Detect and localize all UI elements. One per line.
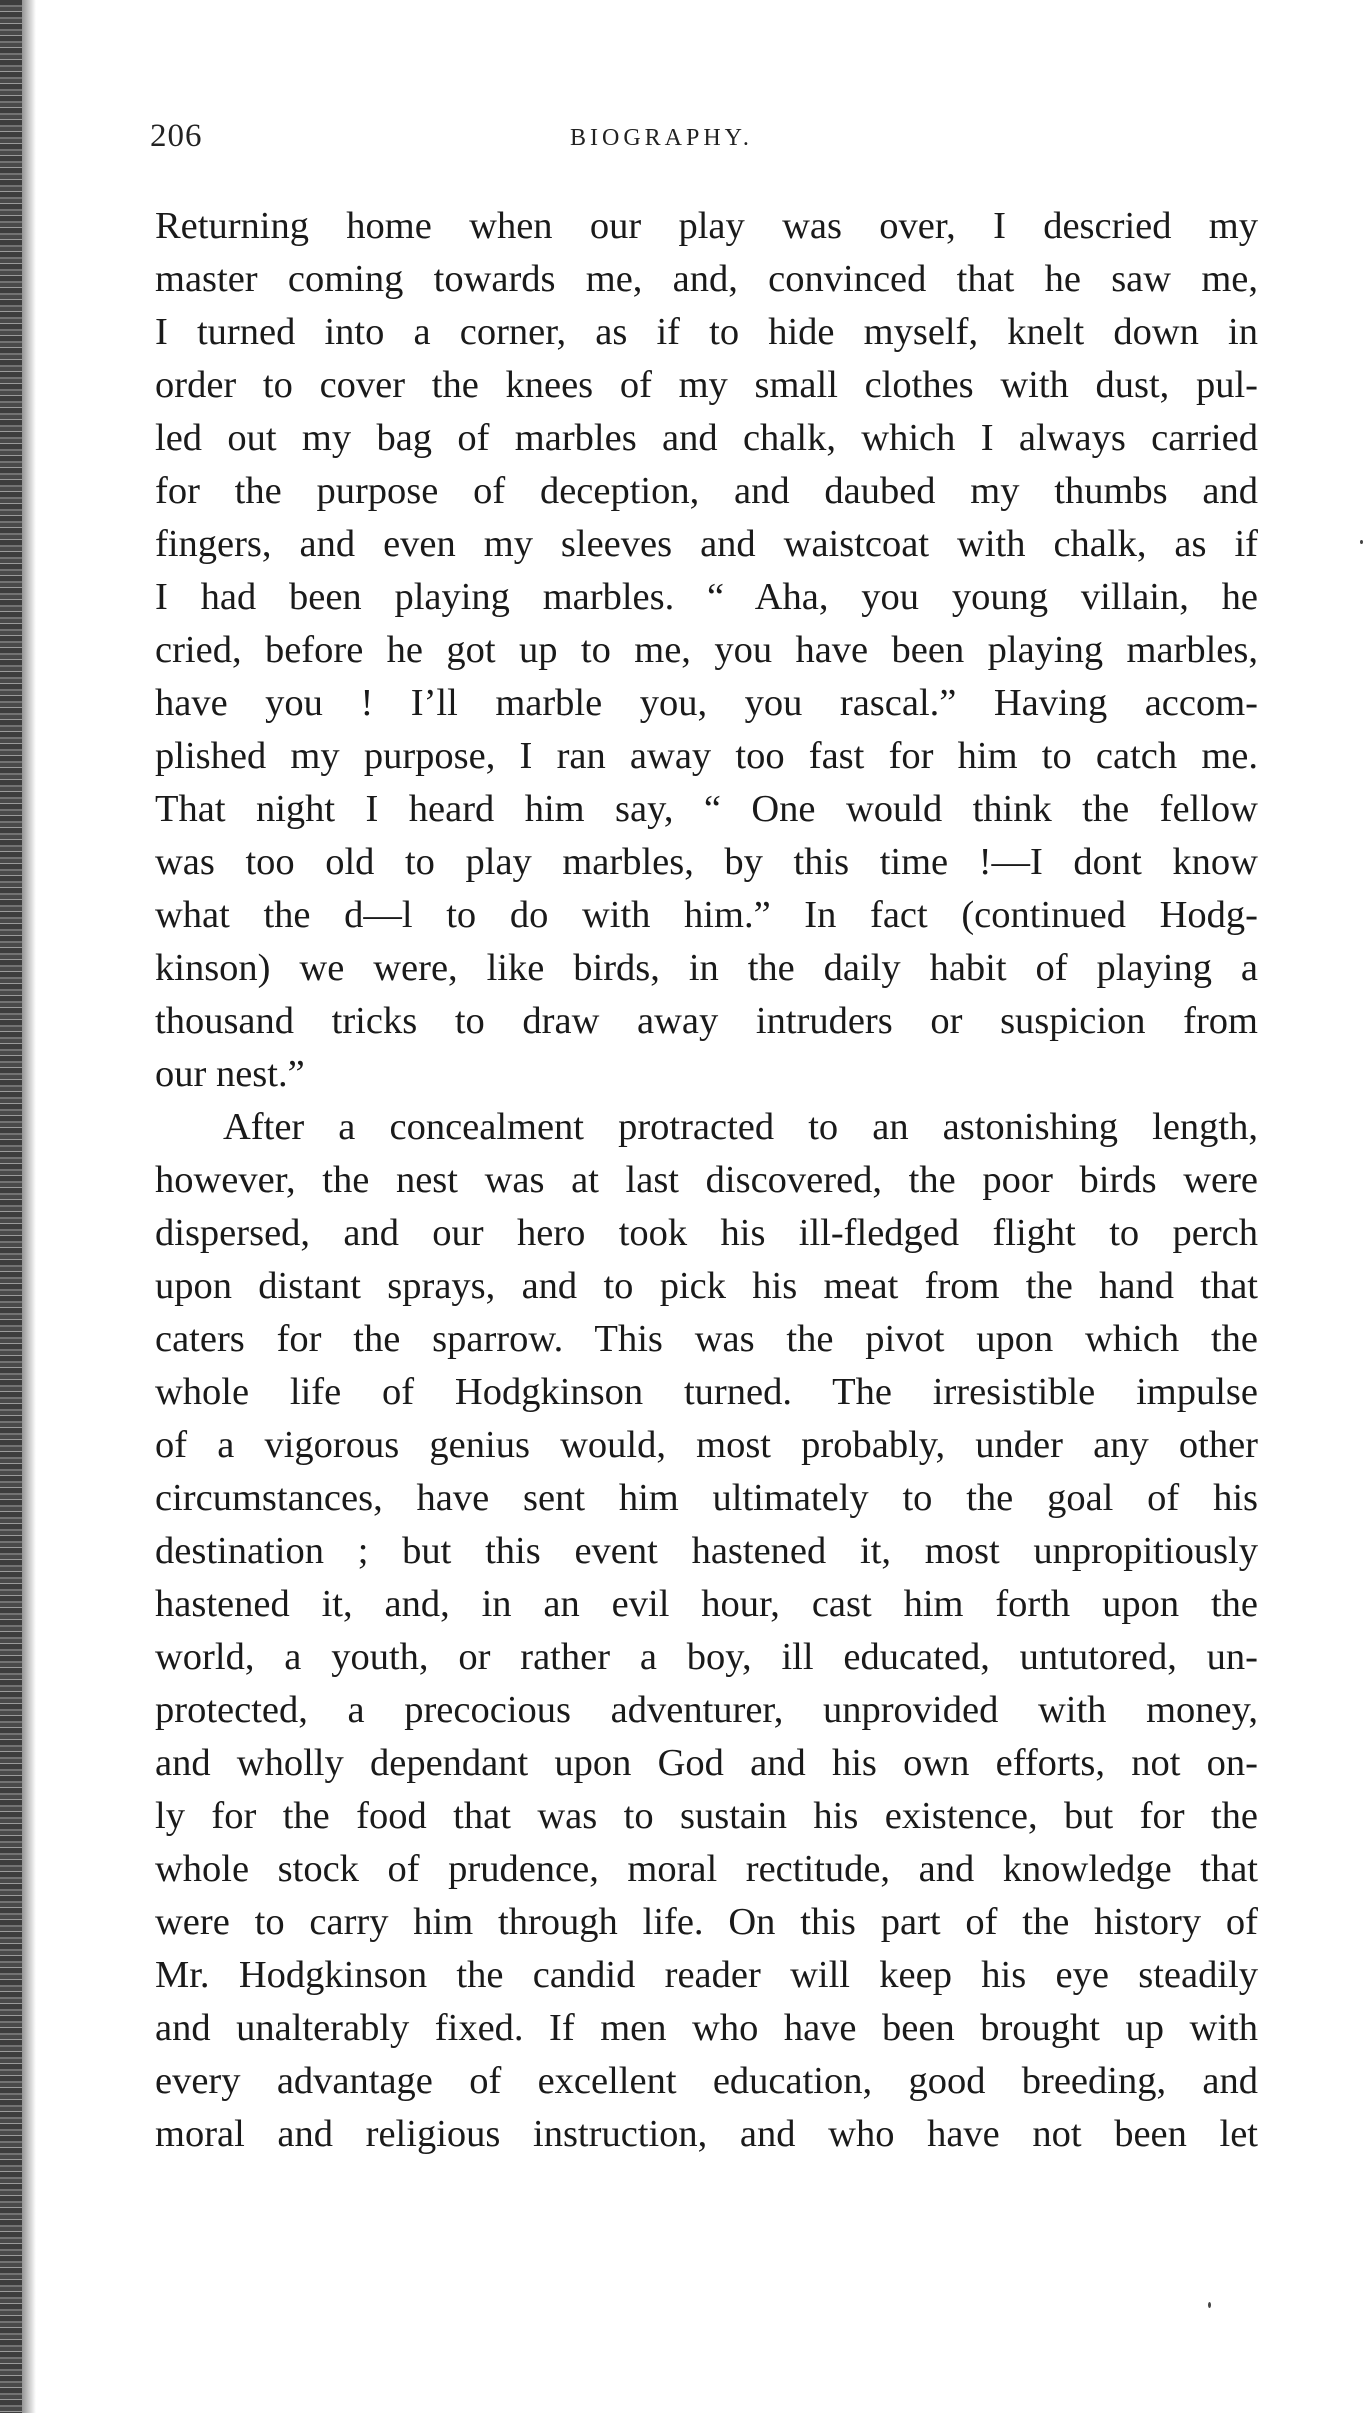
text-line: protected, a precocious adventurer, unprovided with money, (155, 1689, 1258, 1731)
text-line: I had been playing marbles. “ Aha, you young villain, he (155, 576, 1258, 618)
text-line: whole life of Hodgkinson turned. The irresistible impulse (155, 1371, 1258, 1413)
text-line: circumstances, have sent him ultimately to the goal of his (155, 1477, 1258, 1519)
text-line: whole stock of prudence, moral rectitude, and knowledge that (155, 1848, 1258, 1890)
text-line: destination ; but this event hastened it, most unpropitiously (155, 1530, 1258, 1572)
book-binding-edge (0, 0, 22, 2413)
text-line: cried, before he got up to me, you have been playing marbles, (155, 629, 1258, 671)
text-line: and unalterably fixed. If men who have been brought up with (155, 2007, 1258, 2049)
ink-speck (1360, 540, 1363, 544)
text-line: master coming towards me, and, convinced that he saw me, (155, 258, 1258, 300)
text-line: thousand tricks to draw away intruders or suspicion from (155, 1000, 1258, 1042)
text-line: dispersed, and our hero took his ill-fledged flight to perch (155, 1212, 1258, 1254)
paragraph (155, 200, 1258, 1101)
text-line: of a vigorous genius would, most probably, under any other (155, 1424, 1258, 1466)
text-line: order to cover the knees of my small clothes with dust, pul- (155, 364, 1258, 406)
text-line: Returning home when our play was over, I descried my (155, 205, 1258, 247)
text-line: plished my purpose, I ran away too fast for him to catch me. (155, 735, 1258, 777)
text-line: however, the nest was at last discovered, the poor birds were (155, 1159, 1258, 1201)
text-line: fingers, and even my sleeves and waistcoat with chalk, as if (155, 523, 1258, 565)
paragraph (155, 1101, 1258, 2161)
text-line: were to carry him through life. On this part of the history of (155, 1901, 1258, 1943)
running-head: BIOGRAPHY. (570, 125, 753, 151)
ink-speck (1208, 2302, 1211, 2308)
text-line: for the purpose of deception, and daubed my thumbs and (155, 470, 1258, 512)
text-line: That night I heard him say, “ One would think the fellow (155, 788, 1258, 830)
text-line: our nest.” (155, 1053, 305, 1095)
page-number: 206 (150, 118, 203, 154)
binding-shadow (22, 0, 36, 2413)
text-line: ly for the food that was to sustain his existence, but for the (155, 1795, 1258, 1837)
text-line: hastened it, and, in an evil hour, cast him forth upon the (155, 1583, 1258, 1625)
body-text (155, 200, 1258, 2161)
text-line: moral and religious instruction, and who have not been let (155, 2113, 1258, 2155)
text-line: led out my bag of marbles and chalk, which I always carried (155, 417, 1258, 459)
text-line: I turned into a corner, as if to hide myself, knelt down in (155, 311, 1258, 353)
text-line: world, a youth, or rather a boy, ill educated, untutored, un- (155, 1636, 1258, 1678)
text-line: have you ! I’ll marble you, you rascal.” Having accom- (155, 682, 1258, 724)
text-line: and wholly dependant upon God and his own efforts, not on- (155, 1742, 1258, 1784)
text-line: every advantage of excellent education, good breeding, and (155, 2060, 1258, 2102)
text-line: was too old to play marbles, by this time !—I dont know (155, 841, 1258, 883)
text-line: upon distant sprays, and to pick his meat from the hand that (155, 1265, 1258, 1307)
text-line: caters for the sparrow. This was the pivot upon which the (155, 1318, 1258, 1360)
text-line: Mr. Hodgkinson the candid reader will keep his eye steadily (155, 1954, 1258, 1996)
text-line: After a concealment protracted to an astonishing length, (223, 1106, 1258, 1148)
text-line: what the d—l to do with him.” In fact (continued Hodg- (155, 894, 1258, 936)
text-line: kinson) we were, like birds, in the daily habit of playing a (155, 947, 1258, 989)
